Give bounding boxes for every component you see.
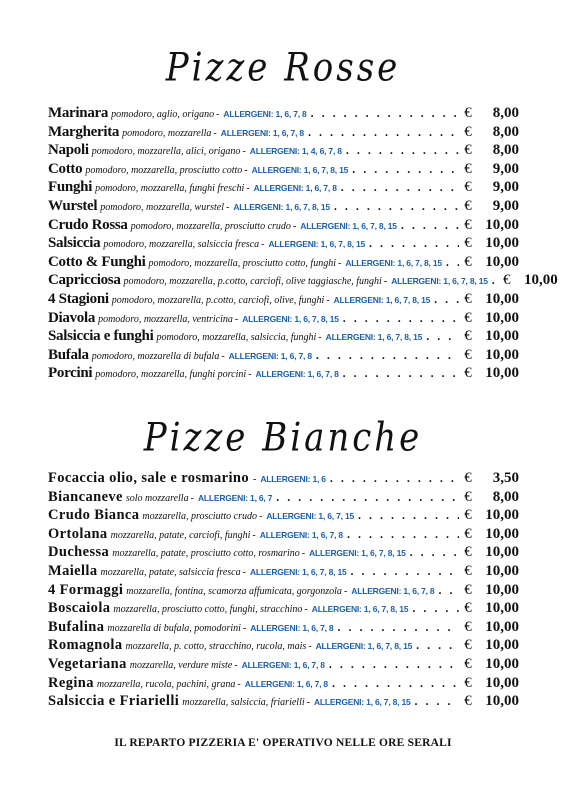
pizza-ingredients: mozzarella, p. cotto, stracchino, rucola, mais [125, 641, 307, 653]
separator-dash: - [337, 257, 342, 269]
pizza-ingredients: mozzarella, salsiccia, friarielli [182, 697, 305, 709]
pizza-ingredients: solo mozzarella [125, 492, 189, 504]
pizza-name: Bufalina [48, 618, 105, 635]
currency-symbol: € [464, 328, 472, 345]
allergen-list: ALLERGENI: 1, 6, 7 [197, 492, 273, 503]
pizza-ingredients: pomodoro, mozzarella, p.cotto, carciofi, olive taggiasche, funghi [123, 276, 382, 288]
separator-dash: - [253, 474, 257, 485]
menu-item [48, 161, 519, 180]
pizza-name: Salsiccia [48, 235, 101, 252]
separator-dash: - [190, 492, 194, 504]
pizza-name: Porcini [48, 365, 93, 382]
currency-symbol: € [464, 507, 472, 524]
allergen-list: ALLERGENI: 1, 6, 7, 8 [253, 183, 337, 194]
currency-symbol: € [464, 581, 472, 598]
pizza-price: 9,00 [492, 160, 519, 177]
dot-leader [272, 490, 459, 505]
pizza-name: Capricciosa [48, 272, 121, 289]
pizza-price: 10,00 [485, 525, 519, 542]
pizza-name: Vegetariana [48, 655, 127, 672]
separator-dash: - [242, 622, 247, 634]
separator-dash: - [244, 164, 248, 176]
dot-leader [411, 694, 459, 709]
currency-symbol: € [464, 618, 472, 635]
pizza-price: 10,00 [485, 235, 519, 252]
allergen-list: ALLERGENI: 1, 6, 7, 8, 15 [313, 697, 411, 708]
pizza-name: 4 Stagioni [48, 290, 109, 307]
pizza-name: Marinara [48, 105, 109, 121]
pizza-name: Ortolana [48, 525, 108, 542]
menu-list-pizze-bianche [48, 470, 519, 712]
pizza-price: 10,00 [485, 290, 519, 307]
menu-item [48, 637, 519, 656]
pizza-price: 10,00 [485, 507, 519, 524]
pizza-ingredients: pomodoro, mozzarella, prosciutto cotto, funghi [148, 257, 336, 269]
currency-symbol: € [464, 562, 472, 579]
currency-symbol: € [464, 309, 472, 326]
separator-dash: - [246, 183, 250, 195]
menu-item [48, 470, 519, 489]
allergen-list: ALLERGENI: 1, 6, 7, 8 [241, 659, 325, 670]
currency-symbol: € [464, 253, 472, 270]
currency-symbol: € [464, 674, 472, 691]
pizza-ingredients: pomodoro, mozzarella, p.cotto, carciofi, olive, funghi [111, 294, 325, 306]
dot-leader [342, 143, 459, 158]
currency-symbol: € [464, 197, 472, 214]
pizza-name: Wurstel [48, 197, 98, 214]
menu-item [48, 105, 519, 124]
separator-dash: - [301, 548, 306, 560]
allergen-list: ALLERGENI: 1, 6, 7, 8, 15 [300, 220, 397, 231]
pizza-name: Regina [48, 674, 94, 691]
allergen-list: ALLERGENI: 1, 6, 7, 8, 15 [391, 276, 488, 287]
pizza-ingredients: mozzarella, patate, prosciutto cotto, rosmarino [112, 548, 300, 560]
separator-dash: - [258, 511, 263, 523]
pizza-price: 9,00 [492, 197, 519, 214]
allergen-list: ALLERGENI: 1, 6, 7, 8, 15 [242, 313, 339, 324]
pizza-name: Duchessa [48, 544, 110, 561]
currency-symbol: € [464, 365, 472, 382]
pizza-name: Crudo Bianca [48, 507, 140, 524]
allergen-list: ALLERGENI: 1, 6, 7, 8, 15 [311, 604, 409, 615]
pizza-price: 8,00 [492, 105, 519, 121]
menu-item [48, 272, 558, 291]
pizza-ingredients: pomodoro, mozzarella, funghi porcini [95, 369, 247, 381]
pizza-name: Focaccia olio, sale e rosmarino [48, 470, 249, 486]
pizza-name: Crudo Rossa [48, 216, 128, 233]
allergen-list: ALLERGENI: 1, 6, 7, 8 [228, 350, 312, 361]
allergen-list: ALLERGENI: 1, 6, 7, 8, 15 [251, 164, 349, 175]
section-title-pizze-rosse: Pizze Rosse [165, 45, 401, 91]
pizza-ingredients: mozzarella di bufala, pomodorini [107, 622, 241, 634]
pizza-ingredients: pomodoro, aglio, origano [111, 109, 215, 120]
dot-leader [347, 564, 460, 579]
pizza-price: 8,00 [492, 488, 519, 505]
menu-item [48, 675, 519, 694]
pizza-name: Maiella [48, 562, 98, 579]
pizza-ingredients: mozzarella, rucola, pachini, grana [96, 678, 236, 690]
dot-leader [328, 676, 459, 691]
dot-leader [325, 657, 459, 672]
pizza-price: 10,00 [485, 309, 519, 326]
separator-dash: - [383, 276, 388, 288]
allergen-list: ALLERGENI: 1, 6, 7, 8 [250, 622, 334, 633]
currency-symbol: € [464, 470, 472, 486]
allergen-list: ALLERGENI: 1, 6, 7, 8, 15 [345, 257, 442, 268]
pizza-price: 9,00 [492, 179, 519, 196]
currency-symbol: € [464, 525, 472, 542]
pizza-price: 10,00 [485, 600, 519, 617]
pizza-price: 10,00 [485, 618, 519, 635]
allergen-list: ALLERGENI: 1, 6, 7, 8, 15 [233, 201, 330, 212]
menu-item [48, 198, 519, 217]
pizza-name: Funghi [48, 179, 93, 196]
pizza-ingredients: pomodoro, mozzarella, ventricina [98, 313, 233, 325]
pizza-price: 10,00 [485, 216, 519, 233]
separator-dash: - [261, 239, 265, 251]
menu-item [48, 328, 519, 347]
dot-leader [422, 329, 459, 344]
separator-dash: - [234, 313, 239, 325]
currency-symbol: € [464, 290, 472, 307]
pizza-ingredients: mozzarella, fontina, scamorza affumicata, gorgonzola [126, 585, 342, 597]
allergen-list: ALLERGENI: 1, 6, 7, 15 [266, 511, 355, 522]
pizza-price: 10,00 [485, 655, 519, 672]
pizza-ingredients: mozzarella, verdure miste [129, 659, 233, 671]
dot-leader [354, 508, 459, 523]
separator-dash: - [318, 332, 322, 344]
dot-leader [337, 180, 459, 195]
currency-symbol: € [464, 179, 472, 196]
pizza-ingredients: mozzarella, prosciutto crudo [142, 511, 257, 523]
pizza-price: 10,00 [524, 272, 558, 289]
allergen-list: ALLERGENI: 1, 6, 7, 8 [351, 585, 435, 596]
pizza-name: Cotto [48, 160, 83, 177]
pizza-ingredients: mozzarella, patate, salsiccia fresca [100, 566, 241, 578]
separator-dash: - [237, 678, 241, 690]
menu-item [48, 582, 519, 601]
menu-item [48, 489, 519, 508]
dot-leader [412, 638, 459, 653]
dot-leader [304, 125, 459, 140]
dot-leader [333, 620, 459, 635]
separator-dash: - [308, 641, 312, 653]
pizza-name: Boscaiola [48, 600, 111, 617]
pizza-ingredients: mozzarella, prosciutto cotto, funghi, stracchino [113, 604, 303, 616]
pizza-name: Salsiccia e Friarielli [48, 693, 180, 710]
pizza-ingredients: pomodoro, mozzarella, prosciutto cotto [85, 164, 243, 176]
currency-symbol: € [464, 655, 472, 672]
separator-dash: - [248, 369, 252, 381]
pizza-ingredients: pomodoro, mozzarella, salsiccia fresca [103, 239, 260, 251]
pizza-ingredients: pomodoro, mozzarella, wurstel [100, 201, 225, 213]
pizza-ingredients: pomodoro, mozzarella, salsiccia, funghi [156, 332, 317, 344]
menu-item [48, 310, 519, 329]
dot-leader [330, 199, 459, 214]
currency-symbol: € [503, 272, 511, 289]
menu-list-pizze-rosse [48, 105, 558, 384]
menu-item [48, 347, 519, 366]
currency-symbol: € [464, 488, 472, 505]
section-title-pizze-bianche: Pizze Bianche [143, 415, 423, 461]
allergen-list: ALLERGENI: 1, 6, 7, 8, 15 [268, 239, 366, 250]
menu-item [48, 291, 519, 310]
menu-item [48, 235, 519, 254]
separator-dash: - [242, 566, 246, 578]
separator-dash: - [216, 109, 220, 120]
separator-dash: - [234, 659, 238, 671]
pizza-price: 10,00 [485, 328, 519, 345]
menu-item [48, 254, 519, 273]
allergen-list: ALLERGENI: 1, 4, 6, 7, 8 [249, 146, 342, 157]
currency-symbol: € [464, 123, 472, 140]
pizza-price: 10,00 [485, 693, 519, 710]
menu-item [48, 179, 519, 198]
pizza-ingredients: pomodoro, mozzarella, alici, origano [91, 146, 241, 158]
pizza-name: Bufala [48, 346, 89, 363]
pizza-name: Napoli [48, 142, 89, 159]
pizza-price: 10,00 [485, 544, 519, 561]
currency-symbol: € [464, 160, 472, 177]
separator-dash: - [292, 220, 297, 232]
menu-item [48, 142, 519, 161]
separator-dash: - [306, 697, 310, 709]
pizza-price: 10,00 [485, 674, 519, 691]
dot-leader [397, 218, 459, 233]
pizza-price: 10,00 [485, 637, 519, 654]
dot-leader [326, 471, 459, 486]
pizza-ingredients: pomodoro, mozzarella, funghi freschi [95, 183, 245, 195]
currency-symbol: € [464, 235, 472, 252]
currency-symbol: € [464, 105, 472, 121]
dot-leader [488, 273, 498, 288]
dot-leader [348, 162, 459, 177]
opening-hours-note: IL REPARTO PIZZERIA E' OPERATIVO NELLE ORE SERALI [114, 737, 452, 749]
menu-item [48, 656, 519, 675]
dot-leader [365, 236, 459, 251]
dot-leader [307, 106, 459, 121]
menu-item [48, 365, 519, 384]
currency-symbol: € [464, 216, 472, 233]
currency-symbol: € [464, 637, 472, 654]
currency-symbol: € [464, 346, 472, 363]
pizza-name: Biancaneve [48, 488, 123, 505]
currency-symbol: € [464, 544, 472, 561]
pizza-price: 10,00 [485, 346, 519, 363]
allergen-list: ALLERGENI: 1, 6, 7, 8, 15 [333, 294, 431, 305]
pizza-price: 8,00 [492, 123, 519, 140]
separator-dash: - [304, 604, 308, 616]
dot-leader [442, 255, 459, 270]
allergen-list: ALLERGENI: 1, 6, 7, 8 [223, 109, 307, 119]
pizza-price: 10,00 [485, 581, 519, 598]
allergen-list: ALLERGENI: 1, 6, 7, 8, 15 [315, 641, 413, 652]
allergen-list: ALLERGENI: 1, 6 [260, 474, 326, 484]
pizza-name: 4 Formaggi [48, 581, 124, 598]
allergen-list: ALLERGENI: 1, 6, 7, 8, 15 [325, 332, 423, 343]
allergen-list: ALLERGENI: 1, 6, 7, 8, 15 [249, 566, 347, 577]
dot-leader [406, 545, 459, 560]
menu-item [48, 563, 519, 582]
menu-item [48, 507, 519, 526]
menu-item [48, 124, 519, 143]
pizza-price: 10,00 [485, 253, 519, 270]
pizza-ingredients: pomodoro, mozzarella, prosciutto crudo [130, 220, 291, 232]
separator-dash: - [326, 294, 330, 306]
separator-dash: - [226, 201, 230, 213]
separator-dash: - [252, 529, 256, 541]
allergen-list: ALLERGENI: 1, 6, 7, 8 [220, 127, 304, 138]
separator-dash: - [213, 127, 217, 139]
pizza-name: Salsiccia e funghi [48, 328, 154, 345]
allergen-list: ALLERGENI: 1, 6, 7, 8 [244, 678, 328, 689]
menu-item [48, 217, 519, 236]
dot-leader [339, 366, 459, 381]
dot-leader [312, 348, 459, 363]
menu-item [48, 600, 519, 619]
pizza-name: Romagnola [48, 637, 123, 654]
pizza-name: Margherita [48, 123, 120, 140]
currency-symbol: € [464, 693, 472, 710]
pizza-price: 10,00 [485, 365, 519, 382]
dot-leader [408, 601, 459, 616]
allergen-list: ALLERGENI: 1, 6, 7, 8 [259, 529, 343, 540]
pizza-ingredients: pomodoro, mozzarella di bufala [91, 350, 220, 362]
menu-item [48, 526, 519, 545]
pizza-ingredients: pomodoro, mozzarella [122, 127, 212, 139]
pizza-price: 3,50 [492, 470, 519, 486]
dot-leader [339, 311, 459, 326]
menu-item [48, 544, 519, 563]
separator-dash: - [221, 350, 225, 362]
pizza-name: Cotto & Funghi [48, 253, 146, 270]
dot-leader [434, 583, 459, 598]
dot-leader [343, 527, 459, 542]
pizza-price: 8,00 [492, 142, 519, 159]
separator-dash: - [242, 146, 246, 158]
pizza-name: Diavola [48, 309, 96, 326]
menu-item [48, 619, 519, 638]
allergen-list: ALLERGENI: 1, 6, 7, 8 [255, 369, 339, 380]
currency-symbol: € [464, 142, 472, 159]
allergen-list: ALLERGENI: 1, 6, 7, 8, 15 [309, 548, 406, 559]
separator-dash: - [343, 585, 348, 597]
dot-leader [430, 292, 459, 307]
menu-item [48, 693, 519, 712]
pizza-price: 10,00 [485, 562, 519, 579]
pizza-ingredients: mozzarella, patate, carciofi, funghi [110, 529, 251, 541]
currency-symbol: € [464, 600, 472, 617]
